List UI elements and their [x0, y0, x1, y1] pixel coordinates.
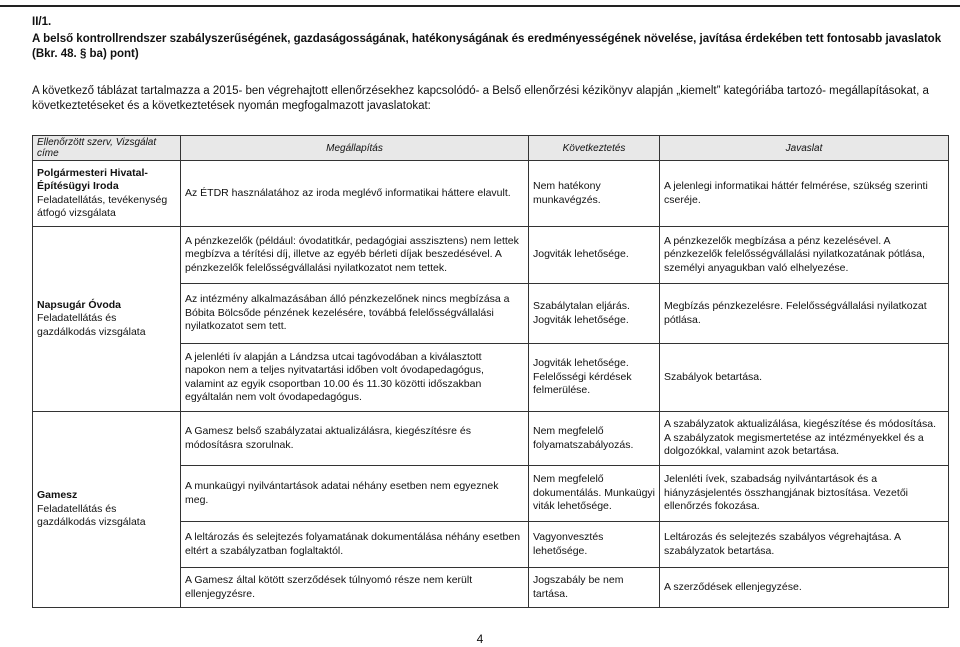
conclusion-cell: Jogszabály be nem tartása.	[529, 568, 660, 608]
finding-cell: Az intézmény alkalmazásában álló pénzkezelőnek nincs megbízása a Bóbita Bölcsőde pénzének kezelésére, továbbá felelősségvállalási nyilatkozatot sem tett.	[181, 284, 529, 344]
table-header-row	[33, 136, 949, 161]
proposal-cell: Jelenléti ívek, szabadság nyilvántartások és a hiányzásjelentés összhangjának biztosítása. Vezetői ellenőrzés fokozása.	[660, 466, 949, 522]
conclusion-cell: Nem megfelelő folyamatszabályozás.	[529, 412, 660, 466]
finding-cell: A jelenléti ív alapján a Lándzsa utcai tagóvodában a kiválasztott napokon nem a teljes nyitvatartási időben volt óvodapedagógus, valamint az egyik csoportban 10.00 és 11.30 közötti időszakban egyáltalán nem volt óvodapedagógus.	[181, 344, 529, 412]
finding-cell: A munkaügyi nyilvántartások adatai néhány esetben nem egyeznek meg.	[181, 466, 529, 522]
proposal-cell: A szabályzatok aktualizálása, kiegészítése és módosítása. A szabályzatok megismertetése az intézményekkel és a dolgozókkal, valamint azok betartása.	[660, 412, 949, 466]
proposal-cell: Megbízás pénzkezelésre. Felelősségvállalási nyilatkozat pótlása.	[660, 284, 949, 344]
finding-cell: A pénzkezelők (például: óvodatitkár, pedagógiai asszisztens) nem lettek megbízva a térítési díj, illetve az egyéb bérleti díjak beszedésével. A pénzkezelők felelősségvállalási nyilatkozatot nem tettek.	[181, 227, 529, 284]
table-row	[33, 412, 949, 466]
org-cell	[33, 412, 181, 608]
finding-cell: Az ÉTDR használatához az iroda meglévő informatikai háttere elavult.	[181, 161, 529, 227]
header-org: Ellenőrzött szerv, Vizsgálat címe	[33, 136, 181, 161]
section-number: II/1.	[32, 16, 52, 28]
org-cell	[33, 227, 181, 412]
conclusion-cell: Vagyonvesztés lehetősége.	[529, 522, 660, 568]
conclusion-cell: Jogviták lehetősége. Felelősségi kérdések felmerülése.	[529, 344, 660, 412]
header-finding: Megállapítás	[181, 136, 529, 161]
table-row	[33, 227, 949, 284]
findings-table	[32, 135, 949, 608]
proposal-cell: A jelenlegi informatikai háttér felmérése, szükség szerinti cseréje.	[660, 161, 949, 227]
proposal-cell: Leltározás és selejtezés szabályos végrehajtása. A szabályzatok betartása.	[660, 522, 949, 568]
proposal-cell: A szerződések ellenjegyzése.	[660, 568, 949, 608]
org-subject: Feladatellátás és gazdálkodás vizsgálata	[37, 312, 146, 338]
org-name: Polgármesteri Hivatal-Építésügyi Iroda	[37, 166, 148, 192]
org-name: Gamesz	[37, 489, 78, 502]
org-name: Napsugár Óvoda	[37, 298, 122, 311]
conclusion-cell: Nem hatékony munkavégzés.	[529, 161, 660, 227]
intro-paragraph: A következő táblázat tartalmazza a 2015- ben végrehajtott ellenőrzésekhez kapcsolódó- a Belső ellenőrzési kézikönyv alapján „kiemelt” kategóriába tartozó- megállapításokat, a következtetéseket és a következtetések nyomán megfogalmazott javaslatokat:	[32, 85, 929, 112]
table-row	[33, 161, 949, 227]
org-subject: Feladatellátás, tevékenység átfogó vizsgálata	[37, 193, 168, 219]
page-number: 4	[476, 632, 484, 646]
finding-cell: A Gamesz belső szabályzatai aktualizálásra, kiegészítésre és módosításra szorulnak.	[181, 412, 529, 466]
section-heading: A belső kontrollrendszer szabályszerűségének, gazdaságosságának, hatékonyságának és eredményességének növelése, javítása érdekében tett fontosabb javaslatok (Bkr. 48. § ba) pont)	[32, 33, 942, 60]
conclusion-cell: Jogviták lehetősége.	[529, 227, 660, 284]
header-proposal: Javaslat	[660, 136, 949, 161]
org-subject: Feladatellátás és gazdálkodás vizsgálata	[37, 502, 146, 529]
finding-cell: A Gamesz által kötött szerződések túlnyomó része nem került ellenjegyzésre.	[181, 568, 529, 608]
conclusion-cell: Nem megfelelő dokumentálás. Munkaügyi viták lehetősége.	[529, 466, 660, 522]
proposal-cell: A pénzkezelők megbízása a pénz kezelésével. A pénzkezelők felelősségvállalási nyilatkozatának pótlása, személyi anyagukban való elhelyezése.	[660, 227, 949, 284]
header-conclusion: Következtetés	[529, 136, 660, 161]
proposal-cell: Szabályok betartása.	[660, 344, 949, 412]
org-cell	[33, 161, 181, 227]
top-rule	[0, 5, 960, 7]
conclusion-cell: Szabálytalan eljárás. Jogviták lehetősége.	[529, 284, 660, 344]
finding-cell: A leltározás és selejtezés folyamatának dokumentálása néhány esetben eltért a szabályzatban foglaltaktól.	[181, 522, 529, 568]
